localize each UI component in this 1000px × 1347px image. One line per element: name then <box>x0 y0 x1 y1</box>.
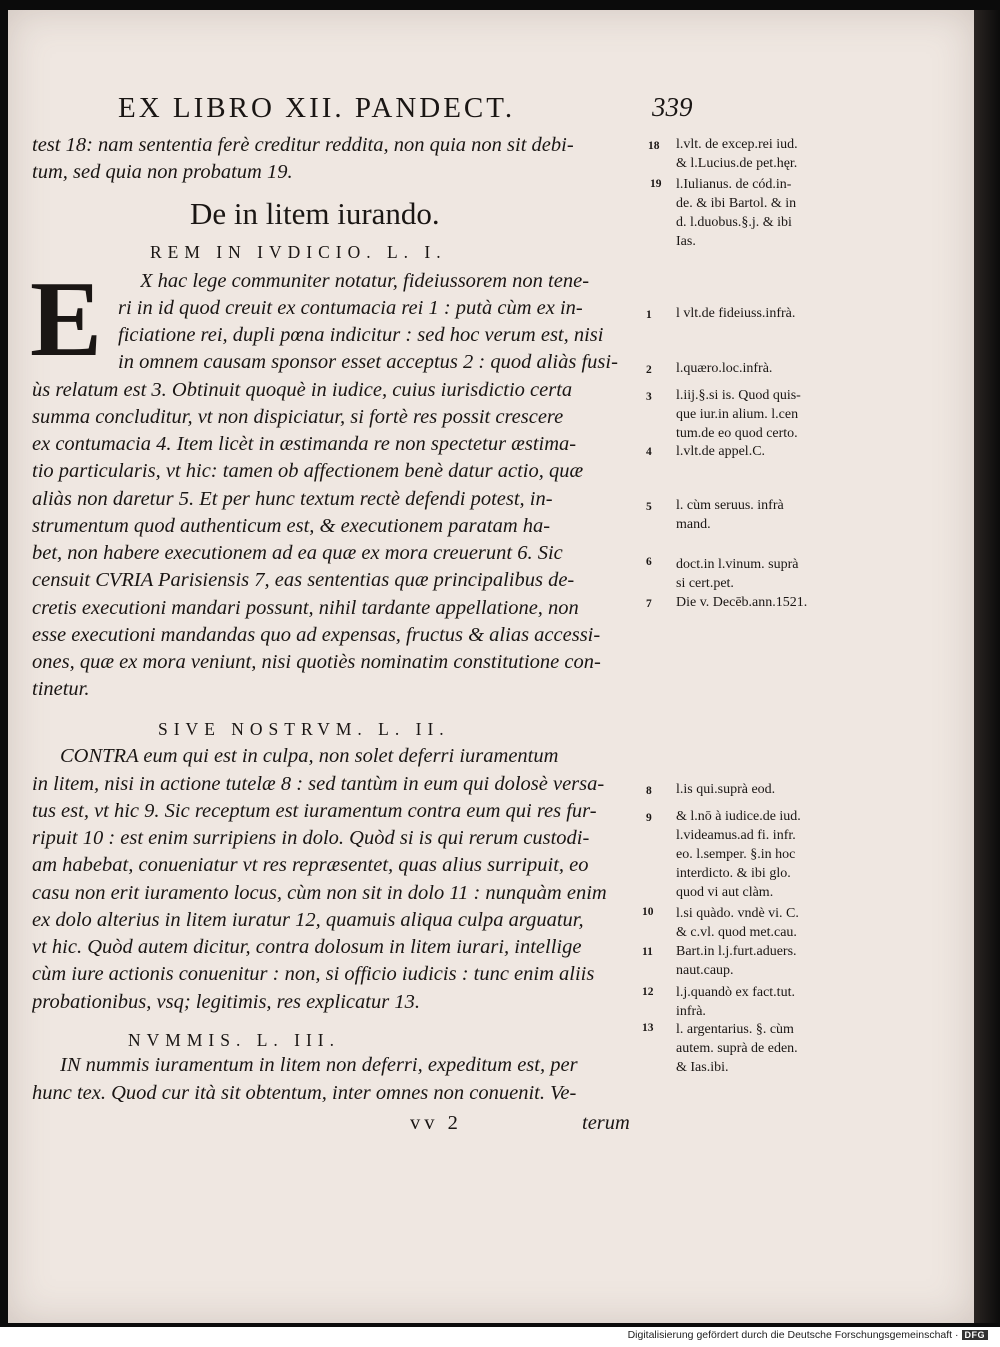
margin-note: eo. l.semper. §.in hoc <box>676 847 796 862</box>
text-line: cùm iure actionis conuenitur : non, si officio iudicis : tunc enim aliis <box>32 963 595 985</box>
margin-number: 11 <box>642 946 653 958</box>
dfg-logo: DFG <box>962 1330 989 1340</box>
margin-note: l.iij.§.si is. Quod quis- <box>676 388 801 403</box>
margin-note: & Ias.ibi. <box>676 1060 729 1075</box>
text-line: IN nummis iuramentum in litem non deferri, expeditum est, per <box>60 1054 578 1076</box>
margin-note: mand. <box>676 517 711 532</box>
section-heading: De in litem iurando. <box>190 196 440 231</box>
margin-note: naut.caup. <box>676 963 734 978</box>
text-line: tinetur. <box>32 678 90 700</box>
margin-note: d. l.duobus.§.j. & ibi <box>676 215 792 230</box>
margin-number: 1 <box>646 309 652 321</box>
text-line: strumentum quod authenticum est, & executionem paratam ha- <box>32 515 551 537</box>
text-line: CONTRA eum qui est in culpa, non solet deferri iuramentum <box>60 745 559 767</box>
law-heading: SIVE NOSTRVM. L. II. <box>158 719 450 739</box>
margin-note: que iur.in alium. l.cen <box>676 407 799 422</box>
margin-note: de. & ibi Bartol. & in <box>676 196 797 211</box>
text-line: tus est, vt hic 9. Sic receptum est iuramentum contra eum qui res fur- <box>32 800 597 822</box>
law-heading: NVMMIS. L. III. <box>128 1030 341 1050</box>
margin-note: l.videamus.ad fi. infr. <box>676 828 796 843</box>
margin-note: l.j.quandò ex fact.tut. <box>676 985 795 1000</box>
margin-note: si cert.pet. <box>676 576 734 591</box>
text-line: ficiatione rei, dupli pœna indicitur : sed hoc verum est, nisi <box>118 324 604 346</box>
margin-number: 5 <box>646 501 652 513</box>
text-line: bet, non habere executionem ad ea quæ ex mora creuerunt 6. Sic <box>32 542 563 564</box>
page-number: 339 <box>652 92 693 122</box>
text-line: vt hic. Quòd autem dicitur, contra dolosum in litem iurari, intellige <box>32 936 582 958</box>
text-line: tio particularis, vt hic: tamen ob affectionem benè datur actio, quæ <box>32 460 584 482</box>
attribution-text: Digitalisierung gefördert durch die Deutsche Forschungsgemeinschaft · <box>627 1329 959 1341</box>
margin-note: l.vlt.de appel.C. <box>676 444 766 459</box>
margin-note: l.is qui.suprà eod. <box>676 782 776 797</box>
text-line: ùs relatum est 3. Obtinuit quoquè in iudice, cuius iurisdictio certa <box>32 379 573 401</box>
margin-note: l.vlt. de excep.rei iud. <box>676 137 798 152</box>
text-line: ex contumacia 4. Item licèt in æstimanda re non spectetur æstima- <box>32 433 577 455</box>
decorated-initial-letter: E <box>30 260 103 379</box>
margin-note: & c.vl. quod met.cau. <box>676 925 797 940</box>
margin-number: 13 <box>642 1022 654 1034</box>
running-head: EX LIBRO XII. PANDECT. <box>118 92 516 124</box>
text-line: X hac lege communiter notatur, fideiussorem non tene- <box>140 270 590 292</box>
text-line: aliàs non daretur 5. Et per hunc textum rectè defendi potest, in- <box>32 488 553 510</box>
margin-number: 18 <box>648 140 660 152</box>
margin-number: 3 <box>646 391 652 403</box>
text-line: tum, sed quia non probatum 19. <box>32 161 293 183</box>
margin-note: l. argentarius. §. cùm <box>676 1022 794 1037</box>
margin-note: interdicto. & ibi glo. <box>676 866 791 881</box>
margin-note: doct.in l.vinum. suprà <box>676 557 799 572</box>
margin-note: Bart.in l.j.furt.aduers. <box>676 944 797 959</box>
text-line: hunc tex. Quod cur ità sit obtentum, inter omnes non conuenit. Ve- <box>32 1082 577 1104</box>
text-line: esse executioni mandandas quo ad expensas, fructus & alias accessi- <box>32 624 601 646</box>
law-heading: REM IN IVDICIO. L. I. <box>150 242 447 262</box>
margin-number: 7 <box>646 598 652 610</box>
margin-note: Die v. Decēb.ann.1521. <box>676 595 808 610</box>
margin-note: l vlt.de fideiuss.infrà. <box>676 306 796 321</box>
margin-note: & l.Lucius.de pet.hęr. <box>676 156 798 171</box>
text-line: ri in id quod creuit ex contumacia rei 1 : putà cùm ex in- <box>118 297 583 319</box>
margin-note: & l.nō à iudice.de iud. <box>676 809 801 824</box>
margin-number: 19 <box>650 178 662 190</box>
margin-number: 9 <box>646 812 652 824</box>
margin-note: quod vi aut clàm. <box>676 885 774 900</box>
margin-note: l. cùm seruus. infrà <box>676 498 784 513</box>
margin-number: 6 <box>646 556 652 568</box>
margin-number: 12 <box>642 986 654 998</box>
page-edge-shadow <box>974 10 1000 1323</box>
text-line: test 18: nam sententia ferè creditur reddita, non quia non sit debi- <box>32 134 574 156</box>
text-line: cretis executioni mandari possunt, nihil tardante appellatione, non <box>32 597 579 619</box>
margin-number: 8 <box>646 785 652 797</box>
text-line: in litem, nisi in actione tutelæ 8 : sed tantùm in eum qui dolosè versa- <box>32 773 605 795</box>
text-line: summa concluditur, vt non dispiciatur, si fortè res possit crescere <box>32 406 564 428</box>
margin-number: 2 <box>646 364 652 376</box>
text-line: ripuit 10 : est enim surripiens in dolo. Quòd si is qui rerum custodi- <box>32 827 590 849</box>
text-line: ones, quæ ex mora veniunt, nisi quotiès nominatim constitutione con- <box>32 651 601 673</box>
margin-note: Ias. <box>676 234 696 249</box>
text-line: casu non erit iuramento locus, cùm non sit in dolo 11 : nunquàm enim <box>32 882 607 904</box>
text-line: am habebat, conueniatur vt res repræsentet, quas alius surripuit, eo <box>32 854 589 876</box>
text-line: probationibus, vsq; legitimis, res explicatur 13. <box>32 991 420 1013</box>
margin-number: 10 <box>642 906 654 918</box>
catchword: terum <box>582 1112 630 1134</box>
margin-number: 4 <box>646 446 652 458</box>
signature-mark: vv 2 <box>410 1112 462 1134</box>
margin-note: l.Iulianus. de cód.in- <box>676 177 792 192</box>
text-line: censuit CVRIA Parisiensis 7, eas sententias quæ principalibus de- <box>32 569 575 591</box>
text-line: ex dolo alterius in litem iuratur 12, quamuis aliqua culpa arguatur, <box>32 909 584 931</box>
margin-note: autem. suprà de eden. <box>676 1041 798 1056</box>
text-line: in omnem causam sponsor esset acceptus 2 : quod aliàs fusi- <box>118 351 618 373</box>
margin-note: infrà. <box>676 1004 706 1019</box>
digitization-attribution <box>628 1329 988 1341</box>
margin-note: l.si quàdo. vndè vi. C. <box>676 906 799 921</box>
margin-note: l.quæro.loc.infrà. <box>676 361 773 376</box>
margin-note: tum.de eo quod certo. <box>676 426 798 441</box>
